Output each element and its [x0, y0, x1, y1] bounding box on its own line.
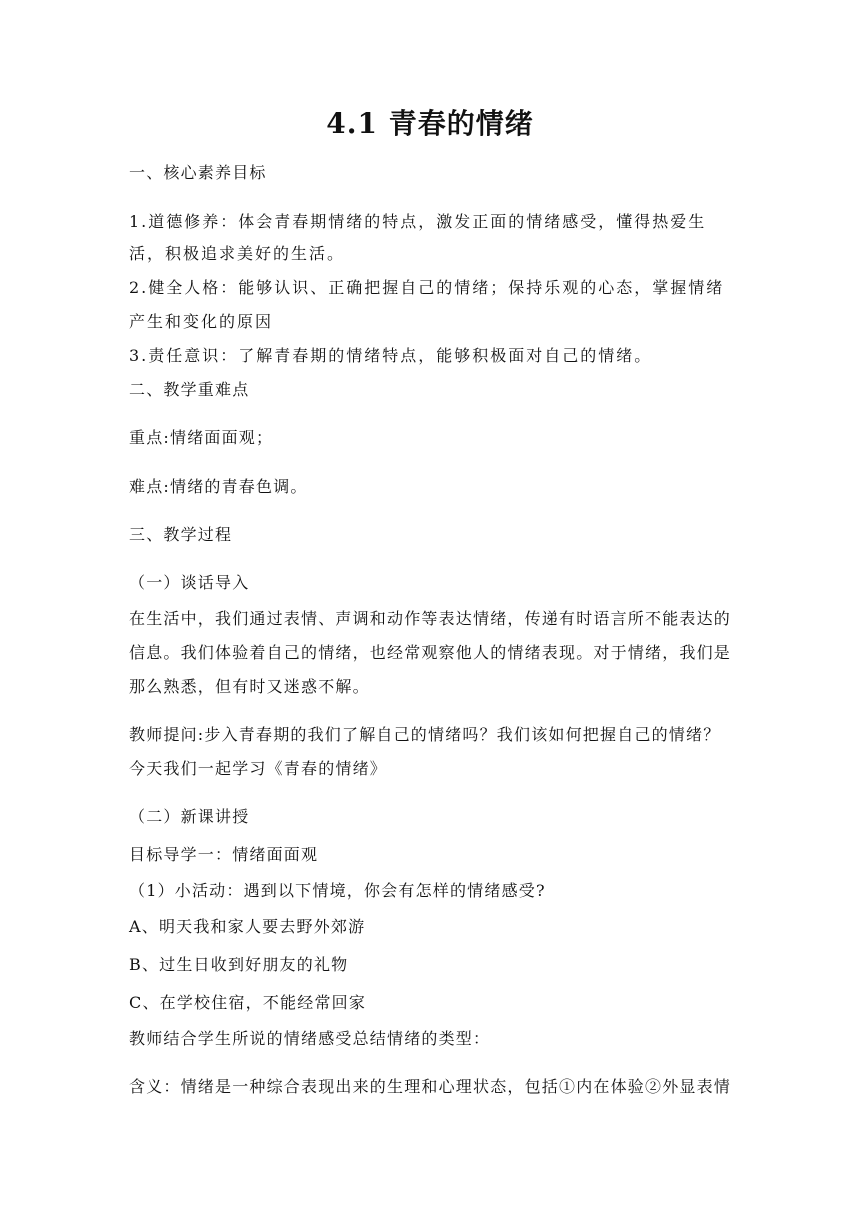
goal-3: 3.责任意识：了解青春期的情绪特点，能够积极面对自己的情绪。: [129, 346, 653, 365]
intro-paragraph-line-1: 在生活中，我们通过表情、声调和动作等表达情绪，传递有时语言所不能表达的: [129, 609, 732, 628]
goal-guide-1: 目标导学一：情绪面面观: [129, 845, 319, 864]
difficult-point: 难点:情绪的青春色调。: [129, 477, 308, 496]
section-heading-goals: 一、核心素养目标: [129, 163, 267, 182]
intro-paragraph-line-3: 那么熟悉，但有时又迷惑不解。: [129, 677, 370, 696]
teacher-question-line-2: 今天我们一起学习《青春的情绪》: [129, 759, 388, 778]
subsection-intro: （一）谈话导入: [129, 573, 250, 592]
key-point: 重点:情绪面面观；: [129, 428, 274, 447]
teacher-question-line-1: 教师提问:步入青春期的我们了解自己的情绪吗？我们该如何把握自己的情绪？: [129, 725, 721, 744]
intro-paragraph-line-2: 信息。我们体验着自己的情绪，也经常观察他人的情绪表现。对于情绪，我们是: [129, 643, 732, 662]
option-a: A、明天我和家人要去野外郊游: [129, 917, 366, 936]
option-c: C、在学校住宿，不能经常回家: [129, 993, 367, 1012]
section-heading-process: 三、教学过程: [129, 525, 233, 544]
goal-1-line-2: 活，积极追求美好的生活。: [129, 244, 346, 263]
subsection-new-lesson: （二）新课讲授: [129, 807, 250, 826]
option-b: B、过生日收到好朋友的礼物: [129, 955, 349, 974]
section-heading-key-points: 二、教学重难点: [129, 380, 250, 399]
goal-1-line-1: 1.道德修养：体会青春期情绪的特点，激发正面的情绪感受，懂得热爱生: [129, 212, 707, 231]
activity-prompt: （1）小活动：遇到以下情境，你会有怎样的情绪感受?: [129, 881, 546, 900]
definition-line: 含义：情绪是一种综合表现出来的生理和心理状态，包括①内在体验②外显表情: [129, 1077, 732, 1096]
page-title: 4.1 青春的情绪: [326, 107, 534, 140]
summary-line: 教师结合学生所说的情绪感受总结情绪的类型：: [129, 1029, 491, 1048]
goal-2-line-2: 产生和变化的原因: [129, 312, 274, 331]
goal-2-line-1: 2.健全人格：能够认识、正确把握自己的情绪；保持乐观的心态，掌握情绪: [129, 278, 725, 297]
